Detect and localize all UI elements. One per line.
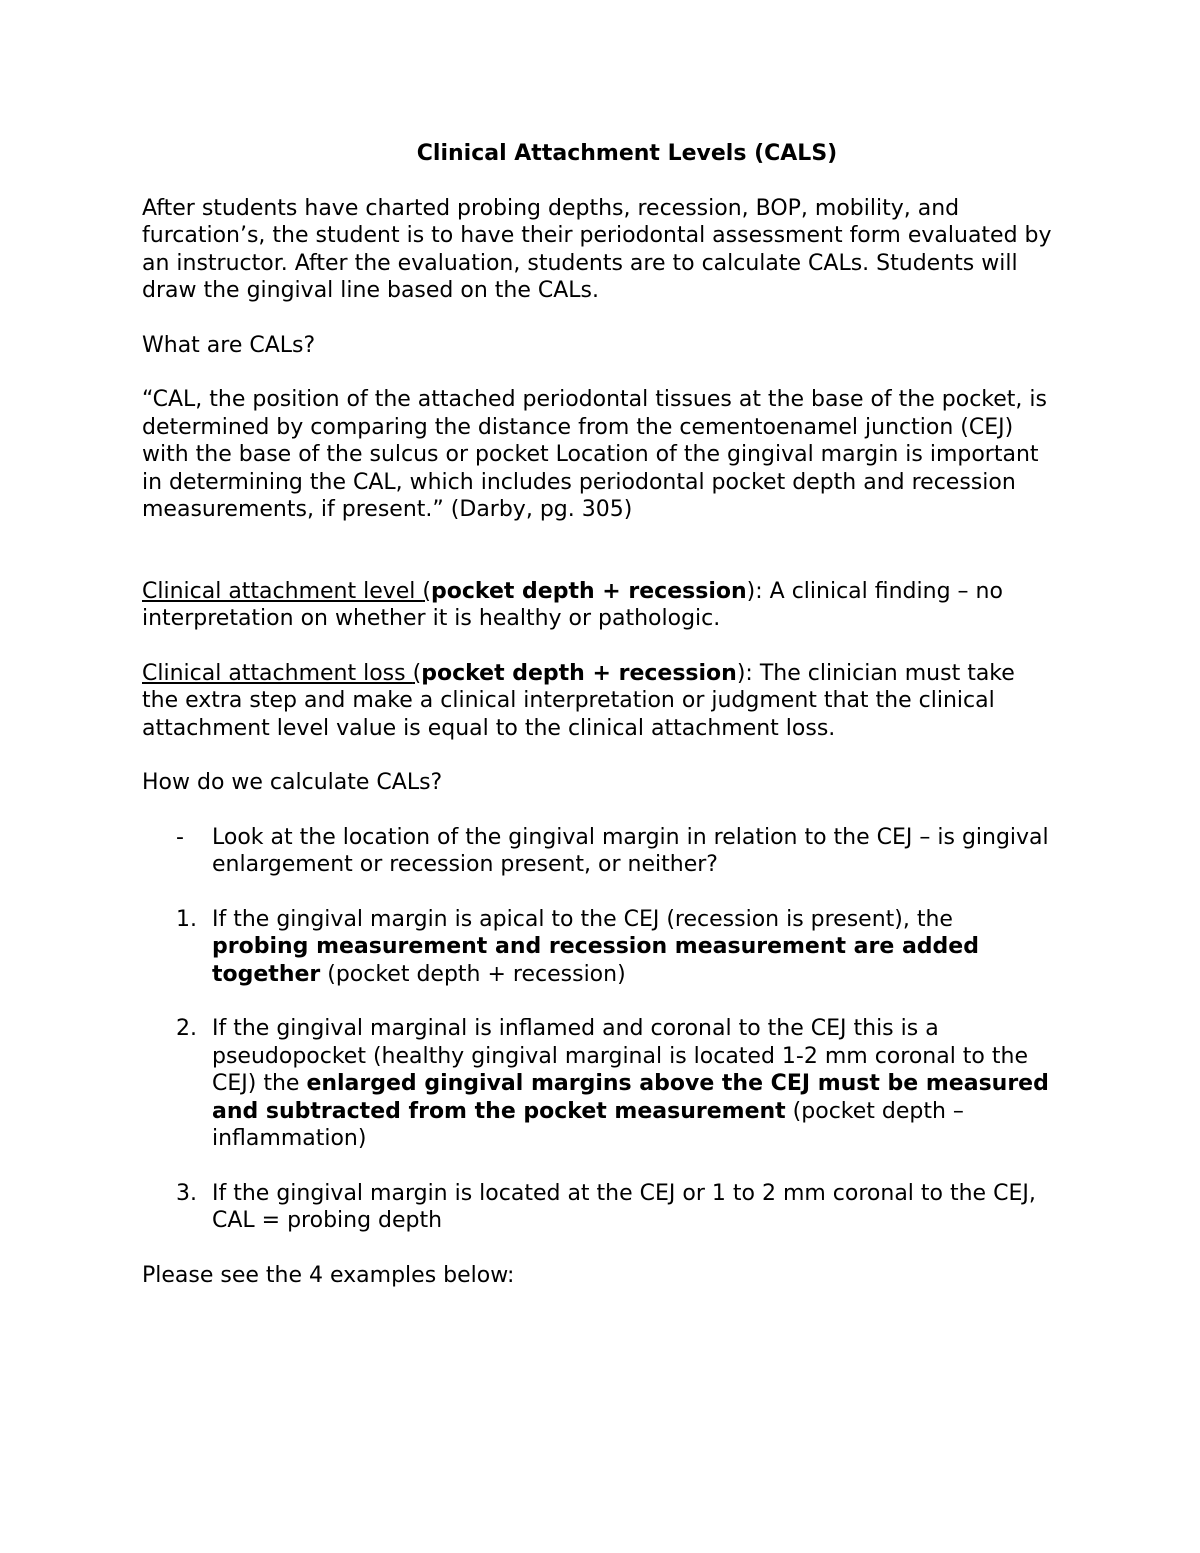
definition-formula: pocket depth + recession bbox=[431, 578, 747, 604]
list-item-text: Look at the location of the gingival margin in relation to the CEJ – is gingival enlargement or recession present, or neither? bbox=[212, 824, 1049, 877]
step-text: (pocket depth + recession) bbox=[320, 961, 626, 987]
list-marker: 3. bbox=[176, 1180, 197, 1206]
definition-formula: pocket depth + recession bbox=[421, 660, 737, 686]
definition-attachment-level bbox=[142, 578, 1052, 633]
definition-attachment-loss bbox=[142, 660, 1052, 743]
definition-open-paren: ( bbox=[412, 660, 422, 686]
list-item-step-2 bbox=[142, 1015, 1052, 1153]
step-text: If the gingival marginal is inflamed and coronal to the CEJ this is a pseudopocket (healthy gingival marginal is located 1-2 mm coronal to the CEJ) the bbox=[212, 1016, 1028, 1096]
document-title: Clinical Attachment Levels (CALS) bbox=[416, 141, 838, 166]
definition-open-paren: ( bbox=[422, 578, 432, 604]
step-bold-text: probing measurement and recession measurement are added together bbox=[212, 934, 979, 987]
list-item-text bbox=[212, 1015, 1052, 1153]
list-marker: 2. bbox=[176, 1016, 197, 1041]
step-text: (pocket depth – inflammation) bbox=[212, 1098, 964, 1151]
darby-quote: “CAL, the position of the attached periodontal tissues at the base of the pocket, is determined by comparing the distance from the cementoenamel junction (CEJ) with the base of the sulcus or pocket Location of the gingival margin is important in determining the CAL, which includes periodontal pocket depth and recession measurements, if present.” (Darby, pg. 305) bbox=[142, 387, 1047, 522]
document-page bbox=[142, 140, 1052, 1316]
closing-line: Please see the 4 examples below: bbox=[142, 1262, 515, 1288]
intro-paragraph: After students have charted probing depths, recession, BOP, mobility, and furcation’s, the student is to have their periodontal assessment form evaluated by an instructor. After the evaluation, students are to calculate CALs. Students will draw the gingival line based on the CALs. bbox=[142, 195, 1052, 303]
step-text: If the gingival margin is apical to the CEJ (recession is present), the bbox=[212, 906, 953, 932]
definition-term: Clinical attachment loss bbox=[142, 660, 413, 686]
list-item-step-3 bbox=[142, 1180, 1052, 1235]
list-marker: - bbox=[176, 824, 184, 850]
question-how-calculate: How do we calculate CALs? bbox=[142, 770, 443, 795]
definition-term: Clinical attachment level bbox=[142, 578, 423, 604]
list-item-text: If the gingival margin is located at the CEJ or 1 to 2 mm coronal to the CEJ, CAL = probing depth bbox=[212, 1180, 1036, 1233]
definition-text: ): A clinical finding – no interpretation on whether it is healthy or pathologic. bbox=[142, 578, 1003, 631]
step-bold-text: enlarged gingival margins above the CEJ must be measured and subtracted from the pocket measurement bbox=[212, 1071, 1049, 1124]
list-item-text bbox=[212, 906, 1052, 989]
definition-text: ): The clinician must take the extra step and make a clinical interpretation or judgment that the clinical attachment level value is equal to the clinical attachment loss. bbox=[142, 660, 1015, 741]
list-item-dash bbox=[142, 824, 1052, 879]
list-item-step-1 bbox=[142, 906, 1052, 989]
list-marker: 1. bbox=[176, 906, 197, 932]
question-what-are-cals: What are CALs? bbox=[142, 332, 316, 358]
